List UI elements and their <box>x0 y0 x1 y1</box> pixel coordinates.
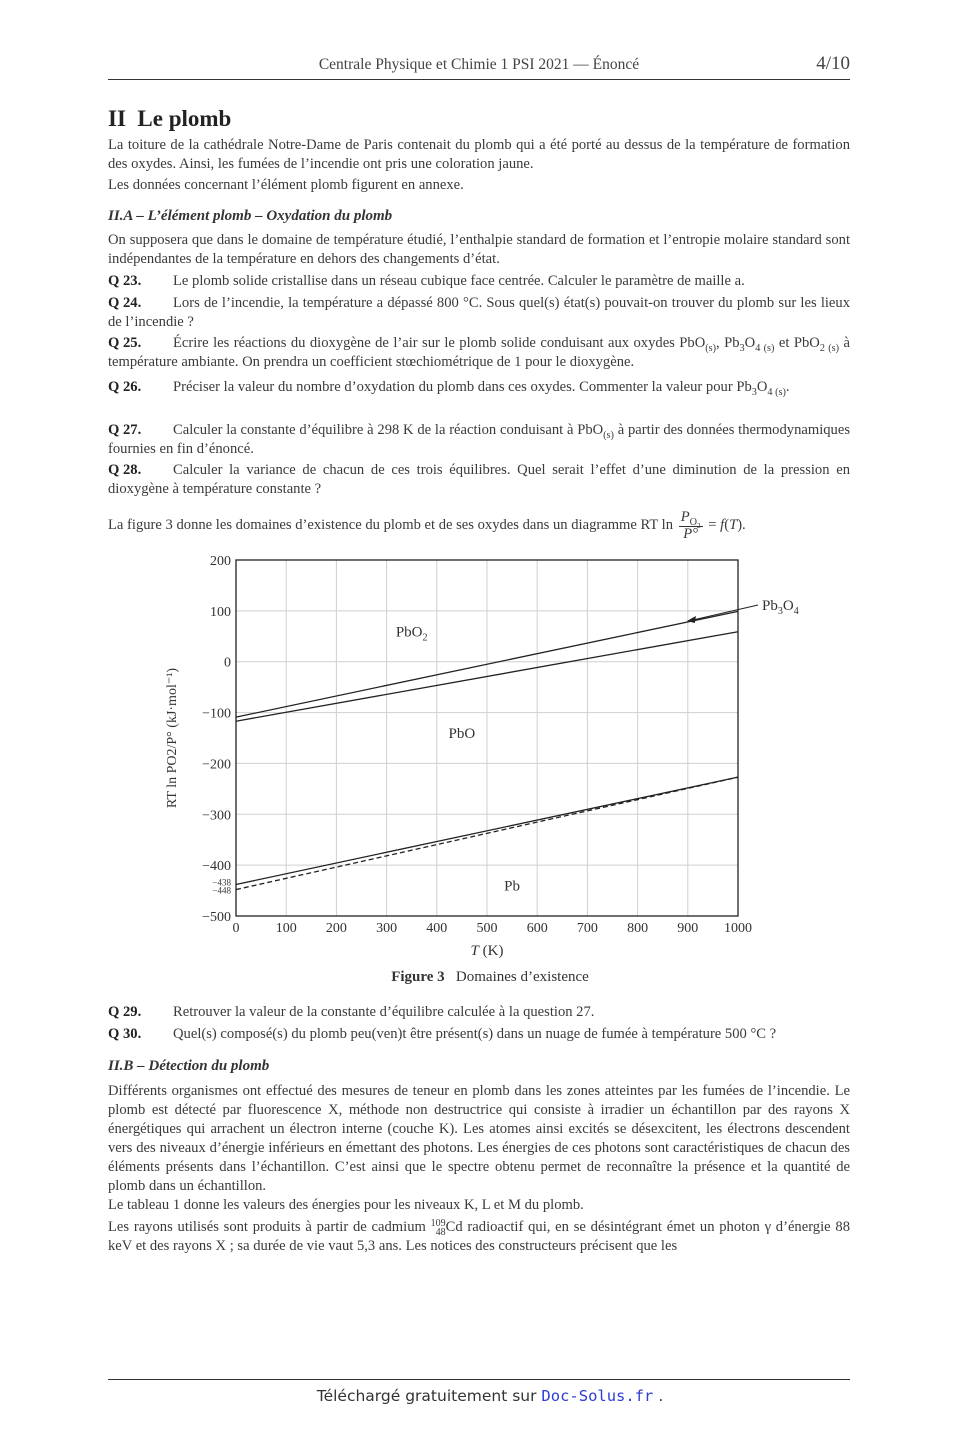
subsection-b-title: II.B – Détection du plomb <box>108 1058 270 1074</box>
chart-labels <box>165 554 799 959</box>
question-text: O <box>744 335 756 351</box>
question-24 <box>108 294 850 332</box>
figure-caption-label: Figure 3 <box>391 969 445 985</box>
question-text: Préciser la valeur du nombre d’oxydation du plomb dans ces oxydes. Commenter la valeur pour Pb <box>173 379 752 395</box>
footer-end: . <box>653 1387 664 1405</box>
question-label: Q 23. <box>108 273 142 289</box>
question-text: O <box>756 379 768 395</box>
region-label: PbO$_2$ <box>395 624 428 644</box>
question-text: et PbO <box>774 335 820 351</box>
x-tick-label: 600 <box>526 921 548 936</box>
question-text: . <box>785 379 790 395</box>
question-label: Q 25. <box>108 335 142 351</box>
region-label: PbO <box>448 726 476 742</box>
x-axis-label: T (K) <box>470 943 504 959</box>
footer-text: Téléchargé gratuitement sur <box>316 1387 542 1405</box>
y-tick-label: 100 <box>210 604 231 620</box>
header-title: Centrale Physique et Chimie 1 PSI 2021 — Énoncé <box>318 56 640 73</box>
paragraph-text: Cd radioactif qui, en se désintégrant émet un photon γ d’énergie 88 keV et des rayons X ; sa durée de vie vaut 5,3 ans. Les notices des constructeurs précisent que les <box>108 1219 850 1254</box>
x-tick-label: 1000 <box>724 921 752 936</box>
question-28 <box>108 461 850 499</box>
question-text: Calculer la variance de chacun de ces trois équilibres. Quel serait l’effet d’une diminution de la pression en dioxygène à température constante ? <box>108 462 850 497</box>
question-text: à partir des données thermodynamiques fournies en fin d’énoncé. <box>108 422 850 457</box>
region-label: Pb <box>504 878 521 895</box>
y-tick-label: −500 <box>202 910 231 925</box>
question-29 <box>108 1003 850 1022</box>
y-tick-label: −400 <box>202 859 231 875</box>
y-tick-label: 200 <box>210 554 231 569</box>
question-26: Q 26. Préciser la valeur du nombre d’oxydation du plomb dans ces oxydes. Commenter la valeur pour $Pb_3O_{4 (s)}$. <box>108 379 790 398</box>
x-tick-label: 400 <box>426 921 448 936</box>
figure-caption <box>0 969 980 986</box>
y-axis-label: RT ln PO2/P° (kJ·mol⁻¹) <box>165 667 180 809</box>
figure-caption-text: Domaines d’existence <box>455 969 589 985</box>
section-number: II <box>108 106 126 131</box>
question-text: Quel(s) composé(s) du plomb peu(ven)t être présent(s) dans un nuage de fumée à température 500 °C ? <box>173 1026 777 1042</box>
y-tick-label: −200 <box>202 757 231 773</box>
x-tick-label: 100 <box>275 921 297 936</box>
x-tick-label: 200 <box>325 921 347 936</box>
subsection-b-paragraph-3 <box>108 1218 850 1256</box>
subsection-b-paragraph-1: Différents organismes ont effectué des mesures de teneur en plomb dans les zones atteintes par les fumées de l’incendie. Le plomb est détecté par fluorescence X, méthode non destructrice qui consiste à irradier un échantillon par des rayons X énergétiques qui arrachent un électron interne (couche K). Les atomes ainsi excités se désexcitent, les électrons descendent vers des niveaux d’énergie inférieurs en émettant des photons. Les énergies de ces photons sont caractéristiques de chacun des éléments présents dans l’échantillon. C’est ainsi que le spectre obtenu permet de reconnaître la présence et la quantité de plomb dans un échantillon. <box>108 1083 850 1194</box>
section-name: Le plomb <box>137 106 232 131</box>
question-label: Q 30. <box>108 1026 142 1042</box>
question-label: Q 27. <box>108 422 142 438</box>
subsection-b-paragraph-2: Le tableau 1 donne les valeurs des énergies pour les niveaux K, L et M du plomb. <box>108 1197 584 1213</box>
y-tick-label: −300 <box>202 808 231 824</box>
footer-link[interactable]: Doc-Solus.fr <box>541 1387 654 1405</box>
question-label: Q 28. <box>108 462 142 478</box>
annotation-arrow <box>693 605 758 620</box>
page-header <box>108 55 850 80</box>
fraction: $\frac{P_{O_2}}{P^\circ}$ <box>680 509 701 542</box>
footer-rule <box>108 1379 850 1380</box>
figure-intro: La figure 3 donne les domaines d’existence du plomb et de ses oxydes dans un diagramme RT ln $\frac{P_{O_2}}{P^\circ}$ = f(T). <box>108 509 746 542</box>
question-text: Lors de l’incendie, la température a dépassé 800 °C. Sous quel(s) état(s) pouvait-on trouver du plomb sur les lieux de l’incendie ? <box>108 295 850 330</box>
x-tick-label: 700 <box>576 921 598 936</box>
question-27: Q 27. Calculer la constante d’équilibre à 298 K de la réaction conduisant à PbO$_{(s)}$ à partir des données thermodynamiques fournies en fin d’énoncé. <box>108 422 850 457</box>
y-tick-label: 0 <box>224 655 231 671</box>
chart-grid <box>236 560 738 916</box>
question-label: Q 24. <box>108 295 142 311</box>
question-text: Écrire les réactions du dioxygène de l’air sur le plomb solide conduisant aux oxydes PbO <box>173 335 706 351</box>
question-text: Retrouver la valeur de la constante d’équilibre calculée à la question 27. <box>173 1004 595 1020</box>
x-tick-label: 300 <box>376 921 398 936</box>
isotope-z: 48 <box>435 1226 446 1238</box>
y-tick-label-small: −448 <box>212 885 231 896</box>
isotope-notation <box>431 1219 446 1237</box>
page-number: 4/10 <box>816 53 850 74</box>
intro-paragraph-2: Les données concernant l’élément plomb figurent en annexe. <box>108 177 464 193</box>
isotope-mass: 109 <box>430 1217 446 1229</box>
question-23 <box>108 272 850 291</box>
intro-paragraph-1: La toiture de la cathédrale Notre-Dame de Paris contenait du plomb qui a été porté au dessus de la température de formation des oxydes. Ainsi, les fumées de l’incendie ont pris une coloration jaune. <box>108 137 850 172</box>
page-footer <box>0 1387 980 1405</box>
x-tick-label: 0 <box>232 921 240 936</box>
question-25: Q 25. Écrire les réactions du dioxygène de l’air sur le plomb solide conduisant aux oxydes PbO$_{(s)}$, $Pb_3O_{4 (s)}$ et PbO$_{2 (s)}$ à température ambiante. On prendra un coefficient stœchiométrique de 1 pour le dioxygène. <box>108 335 850 370</box>
x-tick-label: 500 <box>476 921 498 936</box>
subsection-a-intro: On supposera que dans le domaine de température étudié, l’enthalpie standard de formation et l’entropie molaire standard sont indépendantes de la température en dehors des changements d’état. <box>108 232 850 267</box>
figure-intro-text: La figure 3 donne les domaines d’existence du plomb et de ses oxydes dans un diagramme RT ln <box>108 516 674 533</box>
subsection-a-title: II.A – L’élément plomb – Oxydation du plomb <box>108 208 393 224</box>
figure-3-chart <box>140 540 840 968</box>
paragraph-text: Les rayons utilisés sont produits à partir de cadmium <box>108 1219 431 1235</box>
x-tick-label: 800 <box>627 921 649 936</box>
y-tick-label: −100 <box>202 706 231 722</box>
question-text: à température ambiante. On prendra un coefficient stœchiométrique de 1 pour le dioxygène. <box>108 335 850 370</box>
question-text: Calculer la constante d’équilibre à 298 K de la réaction conduisant à PbO <box>173 422 604 438</box>
y-tick-label-small: −438 <box>212 877 231 888</box>
question-text: , Pb <box>716 335 740 351</box>
question-30 <box>108 1025 850 1044</box>
question-label: Q 29. <box>108 1004 142 1020</box>
question-label: Q 26. <box>108 379 142 395</box>
question-text: Le plomb solide cristallise dans un réseau cubique face centrée. Calculer le paramètre de maille a. <box>173 273 745 289</box>
section-title <box>108 106 231 132</box>
annotation-label: $Pb_3O_4$ <box>762 597 799 617</box>
x-tick-label: 900 <box>677 921 699 936</box>
